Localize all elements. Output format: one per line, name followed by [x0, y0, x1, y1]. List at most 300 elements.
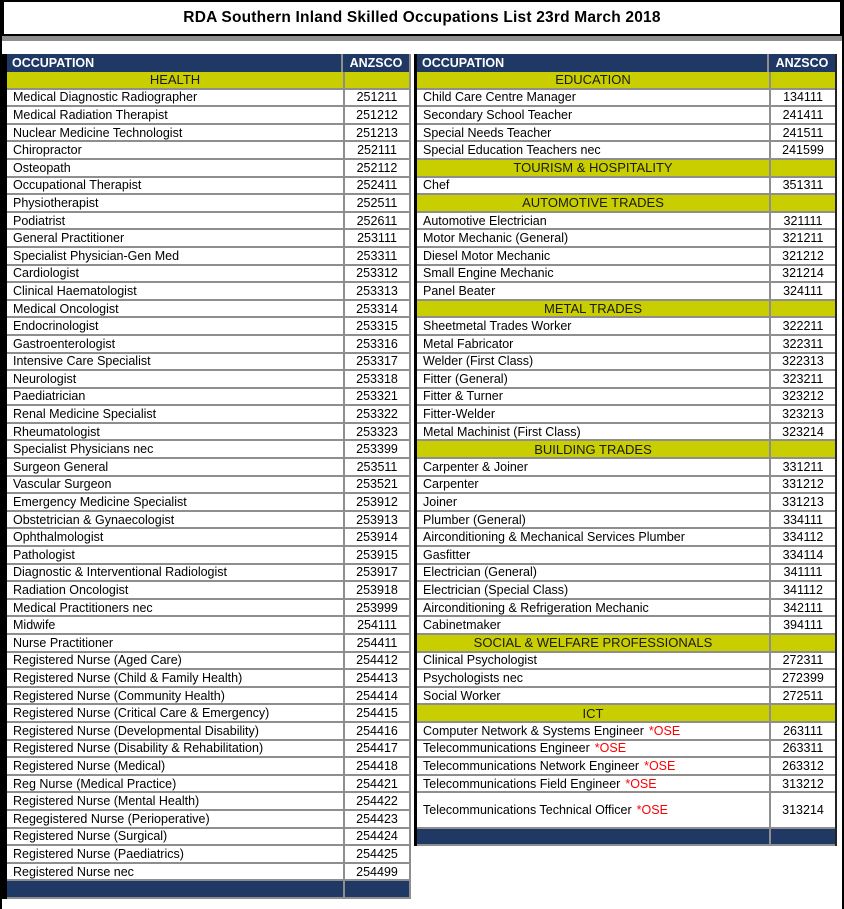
- anzsco-code: [771, 160, 835, 176]
- occupation-row: [417, 90, 835, 108]
- occupation-name: [7, 582, 345, 598]
- occupation-name: [7, 881, 345, 897]
- occupation-row: [7, 512, 409, 530]
- occupation-name: [417, 336, 771, 352]
- occupation-name: [7, 635, 345, 651]
- occupation-name: [417, 230, 771, 246]
- occupation-label: Registered Nurse (Child & Family Health): [13, 670, 243, 685]
- occupation-row: [7, 424, 409, 442]
- occupation-row: [7, 864, 409, 882]
- occupation-name: [417, 776, 771, 792]
- anzsco-code: 331213: [782, 495, 824, 510]
- anzsco-code: 253521: [356, 477, 398, 492]
- occupation-label: Vascular Surgeon: [13, 477, 112, 492]
- anzsco-code: 254418: [356, 758, 398, 773]
- anzsco-code: 251213: [356, 125, 398, 140]
- occupation-row: [7, 670, 409, 688]
- occupation-name: [7, 301, 345, 317]
- occupation-row: [7, 829, 409, 847]
- anzsco-code: 254413: [356, 670, 398, 685]
- occupation-label: Registered Nurse (Disability & Rehabilitation): [13, 741, 264, 756]
- occupation-row: [417, 266, 835, 284]
- occupation-name: [7, 811, 345, 827]
- occupation-name: [7, 529, 345, 545]
- occupation-row: [417, 653, 835, 671]
- anzsco-code: 254411: [356, 635, 398, 650]
- anzsco-code: 254412: [356, 653, 398, 668]
- occupation-row: [7, 389, 409, 407]
- occupation-label: Paediatrician: [13, 389, 86, 404]
- occupation-label: Endocrinologist: [13, 319, 99, 334]
- anzsco-code: 321214: [782, 266, 824, 281]
- occupation-label: Occupational Therapist: [13, 178, 142, 193]
- occupation-name: [417, 512, 771, 528]
- anzsco-code: 253313: [356, 283, 398, 298]
- occupation-label: TOURISM & HOSPITALITY: [513, 160, 673, 176]
- occupation-name: [417, 741, 771, 757]
- occupation-row: [7, 266, 409, 284]
- occupation-label: Registered Nurse (Critical Care & Emergency): [13, 706, 270, 721]
- occupation-name: [7, 142, 345, 158]
- section-title: [417, 195, 771, 211]
- occupation-name: [7, 477, 345, 493]
- occupation-name: [417, 793, 771, 826]
- section-title: [7, 72, 345, 88]
- section-title: [417, 301, 771, 317]
- occupation-name: [417, 829, 771, 845]
- anzsco-code: 254422: [356, 794, 398, 809]
- occupation-label: Airconditioning & Refrigeration Mechanic: [423, 600, 649, 615]
- occupation-row: [7, 406, 409, 424]
- anzsco-code: 321111: [783, 213, 823, 228]
- occupations-table-right: [414, 54, 837, 846]
- anzsco-code: 253321: [356, 389, 398, 404]
- ose-flag: *OSE: [594, 741, 627, 756]
- occupation-name: [7, 864, 345, 880]
- anzsco-code: 253323: [356, 424, 398, 439]
- occupation-name: [7, 248, 345, 264]
- ose-flag: *OSE: [648, 723, 681, 738]
- occupation-label: Podiatrist: [13, 213, 66, 228]
- table-footer-row: [7, 881, 409, 899]
- occupation-name: [417, 213, 771, 229]
- occupation-label: Registered Nurse (Paediatrics): [13, 846, 184, 861]
- occupation-row: [7, 301, 409, 319]
- occupation-name: [417, 494, 771, 510]
- table-footer-row: [417, 829, 835, 847]
- occupation-label: EDUCATION: [555, 72, 631, 88]
- occupation-row: [7, 600, 409, 618]
- occupation-label: BUILDING TRADES: [534, 441, 652, 457]
- occupation-row: [7, 371, 409, 389]
- occupation-name: [417, 565, 771, 581]
- occupation-label: Medical Diagnostic Radiographer: [13, 90, 198, 105]
- occupation-name: [7, 406, 345, 422]
- occupation-name: [417, 90, 771, 106]
- occupation-label: METAL TRADES: [543, 301, 642, 317]
- occupation-name: [417, 389, 771, 405]
- occupation-name: [417, 688, 771, 704]
- occupation-row: [7, 617, 409, 635]
- anzsco-code: 253317: [356, 354, 398, 369]
- occupation-name: [7, 688, 345, 704]
- occupation-label: Telecommunications Network Engineer: [423, 758, 640, 773]
- occupation-name: [417, 178, 771, 194]
- occupation-label: Fitter & Turner: [423, 389, 503, 404]
- occupation-row: [7, 178, 409, 196]
- occupation-name: [7, 195, 345, 211]
- anzsco-code: 241599: [782, 143, 824, 158]
- anzsco-code: 252611: [356, 213, 398, 228]
- occupation-row: [417, 459, 835, 477]
- occupation-label: Carpenter & Joiner: [423, 459, 528, 474]
- occupation-row: [7, 705, 409, 723]
- occupation-row: [7, 529, 409, 547]
- occupation-row: [417, 758, 835, 776]
- occupation-label: Reg Nurse (Medical Practice): [13, 776, 177, 791]
- occupation-row: [7, 230, 409, 248]
- occupation-name: [7, 389, 345, 405]
- occupation-name: [417, 318, 771, 334]
- occupation-name: [7, 459, 345, 475]
- anzsco-code: [771, 195, 835, 211]
- occupation-name: [417, 600, 771, 616]
- occupation-row: [417, 565, 835, 583]
- occupation-label: Panel Beater: [423, 283, 496, 298]
- occupation-label: Obstetrician & Gynaecologist: [13, 512, 175, 527]
- anzsco-code: 254414: [356, 688, 398, 703]
- anzsco-code: 254111: [357, 618, 397, 633]
- occupation-row: [417, 494, 835, 512]
- section-header-row: [417, 635, 835, 653]
- anzsco-code: [771, 301, 835, 317]
- occupation-label: Electrician (General): [423, 565, 537, 580]
- occupation-row: [417, 600, 835, 618]
- occupation-row: [417, 424, 835, 442]
- occupation-name: [417, 670, 771, 686]
- occupation-row: [417, 318, 835, 336]
- occupation-name: [7, 230, 345, 246]
- anzsco-code: 253914: [356, 530, 398, 545]
- anzsco-code: [771, 705, 835, 721]
- occupation-row: [417, 125, 835, 143]
- occupation-row: [417, 142, 835, 160]
- occupation-row: [7, 653, 409, 671]
- occupation-name: [417, 125, 771, 141]
- anzsco-code: 134111: [783, 90, 823, 105]
- occupation-row: [7, 741, 409, 759]
- occupation-row: [417, 617, 835, 635]
- occupation-row: [417, 741, 835, 759]
- occupation-label: Registered Nurse nec: [13, 864, 134, 879]
- occupation-name: [417, 371, 771, 387]
- occupation-name: [7, 283, 345, 299]
- occupation-row: [417, 512, 835, 530]
- anzsco-code: 322211: [782, 319, 824, 334]
- occupation-name: [417, 354, 771, 370]
- occupation-label: Registered Nurse (Community Health): [13, 688, 225, 703]
- occupation-label: Sheetmetal Trades Worker: [423, 319, 572, 334]
- occupation-label: Metal Machinist (First Class): [423, 424, 581, 439]
- occupation-label: AUTOMOTIVE TRADES: [522, 195, 664, 211]
- anzsco-code: 252112: [356, 160, 398, 175]
- occupation-name: [7, 741, 345, 757]
- occupation-label: Regegistered Nurse (Perioperative): [13, 811, 210, 826]
- occupation-row: [417, 688, 835, 706]
- table-header-left: [7, 54, 409, 72]
- occupation-label: Carpenter: [423, 477, 479, 492]
- occupation-name: [7, 512, 345, 528]
- occupation-row: [7, 635, 409, 653]
- occupation-row: [417, 723, 835, 741]
- occupation-name: [417, 758, 771, 774]
- occupation-label: Welder (First Class): [423, 354, 534, 369]
- anzsco-code: 394111: [783, 618, 823, 633]
- occupation-row: [7, 142, 409, 160]
- ose-flag: *OSE: [625, 776, 657, 791]
- occupation-row: [417, 336, 835, 354]
- occupation-label: Surgeon General: [13, 459, 109, 474]
- occupation-row: [7, 213, 409, 231]
- anzsco-code: 253399: [356, 442, 398, 457]
- occupation-row: [417, 529, 835, 547]
- occupation-label: Special Education Teachers nec: [423, 143, 601, 158]
- occupation-name: [7, 160, 345, 176]
- occupation-label: Telecommunications Field Engineer: [423, 776, 621, 791]
- occupation-name: [417, 547, 771, 563]
- anzsco-code: 313212: [782, 776, 824, 791]
- anzsco-code: 253312: [356, 266, 398, 281]
- occupation-label: Chiropractor: [13, 143, 82, 158]
- occupation-label: Midwife: [13, 618, 56, 633]
- occupation-row: [417, 389, 835, 407]
- occupation-label: Renal Medicine Specialist: [13, 407, 157, 422]
- anzsco-code: 323214: [782, 424, 824, 439]
- occupation-name: [7, 846, 345, 862]
- occupation-name: [7, 776, 345, 792]
- occupation-label: Gasfitter: [423, 547, 471, 562]
- occupation-name: [7, 829, 345, 845]
- anzsco-code: 254423: [356, 811, 398, 826]
- spacer: [2, 41, 842, 54]
- anzsco-code: 253999: [356, 600, 398, 615]
- occupation-name: [7, 336, 345, 352]
- section-header-row: [417, 441, 835, 459]
- anzsco-code: 263312: [782, 758, 824, 773]
- occupation-name: [417, 406, 771, 422]
- anzsco-code: 253316: [356, 336, 398, 351]
- occupation-name: [7, 565, 345, 581]
- occupation-name: [7, 547, 345, 563]
- anzsco-code: 252511: [356, 195, 398, 210]
- occupation-label: Metal Fabricator: [423, 336, 514, 351]
- anzsco-code: [771, 72, 835, 88]
- occupation-name: [417, 142, 771, 158]
- anzsco-code: 254425: [356, 846, 398, 861]
- occupation-row: [417, 793, 835, 828]
- occupation-name: [417, 283, 771, 299]
- occupation-row: [7, 90, 409, 108]
- anzsco-code: 254415: [356, 706, 398, 721]
- anzsco-code: 253912: [356, 495, 398, 510]
- occupation-row: [7, 582, 409, 600]
- occupation-label: Social Worker: [423, 688, 501, 703]
- occupation-name: [7, 758, 345, 774]
- anzsco-code: 331211: [782, 459, 824, 474]
- anzsco-column-header: ANZSCO: [349, 56, 403, 70]
- occupation-label: Telecommunications Technical Officer: [423, 802, 632, 817]
- anzsco-code: 254417: [356, 741, 398, 756]
- occupation-label: Intensive Care Specialist: [13, 354, 151, 369]
- anzsco-code: 253322: [356, 407, 398, 422]
- occupation-name: [7, 723, 345, 739]
- anzsco-code: 321212: [782, 248, 824, 263]
- anzsco-code: 241411: [782, 107, 824, 122]
- section-title: [417, 72, 771, 88]
- occupation-row: [7, 758, 409, 776]
- anzsco-code: 253918: [356, 583, 398, 598]
- anzsco-code: 253111: [357, 231, 397, 246]
- occupation-label: Cardiologist: [13, 266, 80, 281]
- document-title-box: [2, 0, 842, 36]
- occupation-row: [7, 160, 409, 178]
- occupation-label: Registered Nurse (Aged Care): [13, 653, 182, 668]
- anzsco-code: 253315: [356, 319, 398, 334]
- occupation-label: Nuclear Medicine Technologist: [13, 125, 183, 140]
- occupation-label: Cabinetmaker: [423, 618, 501, 633]
- occupation-label: SOCIAL & WELFARE PROFESSIONALS: [473, 635, 713, 651]
- occupation-label: Ophthalmologist: [13, 530, 104, 545]
- anzsco-code: 253318: [356, 371, 398, 386]
- occupation-name: [417, 424, 771, 440]
- page-title: RDA Southern Inland Skilled Occupations List 23rd March 2018: [183, 9, 661, 26]
- occupation-name: [417, 107, 771, 123]
- anzsco-code: 321211: [782, 231, 824, 246]
- occupation-label: Radiation Oncologist: [13, 583, 129, 598]
- section-title: [417, 160, 771, 176]
- occupation-name: [7, 653, 345, 669]
- anzsco-code: 323213: [782, 407, 824, 422]
- anzsco-code: 253314: [356, 301, 398, 316]
- occupations-table-area: [2, 54, 842, 899]
- occupation-row: [7, 811, 409, 829]
- section-header-row: [417, 301, 835, 319]
- occupation-column-header: OCCUPATION: [7, 54, 343, 72]
- occupation-name: [7, 318, 345, 334]
- occupation-row: [7, 248, 409, 266]
- occupation-name: [417, 723, 771, 739]
- occupation-row: [417, 178, 835, 196]
- section-title: [417, 441, 771, 457]
- anzsco-code: 253913: [356, 512, 398, 527]
- anzsco-code: 323211: [782, 371, 824, 386]
- occupation-row: [417, 248, 835, 266]
- occupation-label: Fitter-Welder: [423, 407, 496, 422]
- anzsco-code: 331212: [782, 477, 824, 492]
- occupation-label: General Practitioner: [13, 231, 125, 246]
- anzsco-code: 254499: [356, 864, 398, 879]
- occupation-label: Motor Mechanic (General): [423, 231, 569, 246]
- anzsco-code: 263311: [782, 741, 824, 756]
- table-header-right: [417, 54, 835, 72]
- occupation-label: Electrician (Special Class): [423, 583, 569, 598]
- anzsco-code: 252111: [357, 143, 397, 158]
- occupation-label: Diagnostic & Interventional Radiologist: [13, 565, 228, 580]
- anzsco-code: 272399: [782, 670, 824, 685]
- occupation-label: Neurologist: [13, 371, 77, 386]
- occupation-label: Nurse Practitioner: [13, 635, 114, 650]
- anzsco-code: 253917: [356, 565, 398, 580]
- occupation-row: [7, 547, 409, 565]
- occupation-row: [7, 494, 409, 512]
- occupation-name: [417, 617, 771, 633]
- occupation-row: [7, 107, 409, 125]
- anzsco-code: 253311: [356, 248, 398, 263]
- occupation-label: Specialist Physician-Gen Med: [13, 248, 180, 263]
- occupation-label: Small Engine Mechanic: [423, 266, 554, 281]
- anzsco-code: 254421: [356, 776, 398, 791]
- anzsco-code: 334112: [782, 530, 824, 545]
- occupation-name: [7, 494, 345, 510]
- anzsco-code: 254416: [356, 723, 398, 738]
- anzsco-code: 252411: [356, 178, 398, 193]
- occupation-name: [417, 582, 771, 598]
- occupation-label: Chef: [423, 178, 450, 193]
- anzsco-code: 251212: [356, 107, 398, 122]
- occupation-label: Registered Nurse (Developmental Disability): [13, 723, 259, 738]
- occupation-name: [7, 371, 345, 387]
- occupation-row: [7, 776, 409, 794]
- ose-flag: *OSE: [644, 758, 676, 773]
- occupation-row: [417, 582, 835, 600]
- occupation-name: [7, 793, 345, 809]
- anzsco-code: 341111: [783, 565, 823, 580]
- anzsco-code: 342111: [783, 600, 823, 615]
- section-header-row: [417, 160, 835, 178]
- occupation-name: [7, 617, 345, 633]
- table-body-left: [7, 72, 409, 899]
- anzsco-code: 341112: [783, 583, 823, 598]
- occupation-row: [417, 230, 835, 248]
- occupation-label: Pathologist: [13, 547, 75, 562]
- anzsco-code: [345, 72, 409, 88]
- anzsco-code: [771, 829, 835, 845]
- occupation-row: [7, 459, 409, 477]
- occupation-row: [417, 107, 835, 125]
- anzsco-code: 322313: [782, 354, 824, 369]
- occupation-name: [417, 248, 771, 264]
- occupation-name: [7, 266, 345, 282]
- occupation-label: ICT: [582, 705, 604, 721]
- occupation-name: [7, 107, 345, 123]
- occupation-label: Medical Practitioners nec: [13, 600, 153, 615]
- occupation-row: [417, 547, 835, 565]
- occupation-label: Clinical Haematologist: [13, 283, 137, 298]
- occupation-label: Child Care Centre Manager: [423, 90, 576, 105]
- occupation-row: [7, 283, 409, 301]
- anzsco-code: 254424: [356, 829, 398, 844]
- occupation-label: Medical Radiation Therapist: [13, 107, 168, 122]
- occupation-label: HEALTH: [149, 72, 201, 88]
- anzsco-code: 334111: [783, 512, 823, 527]
- anzsco-code: 263111: [783, 723, 823, 738]
- anzsco-code: 351311: [782, 178, 824, 193]
- occupation-name: [417, 529, 771, 545]
- anzsco-code: 253511: [356, 459, 398, 474]
- anzsco-code: 251211: [356, 90, 398, 105]
- occupation-row: [7, 441, 409, 459]
- occupation-label: Registered Nurse (Mental Health): [13, 794, 200, 809]
